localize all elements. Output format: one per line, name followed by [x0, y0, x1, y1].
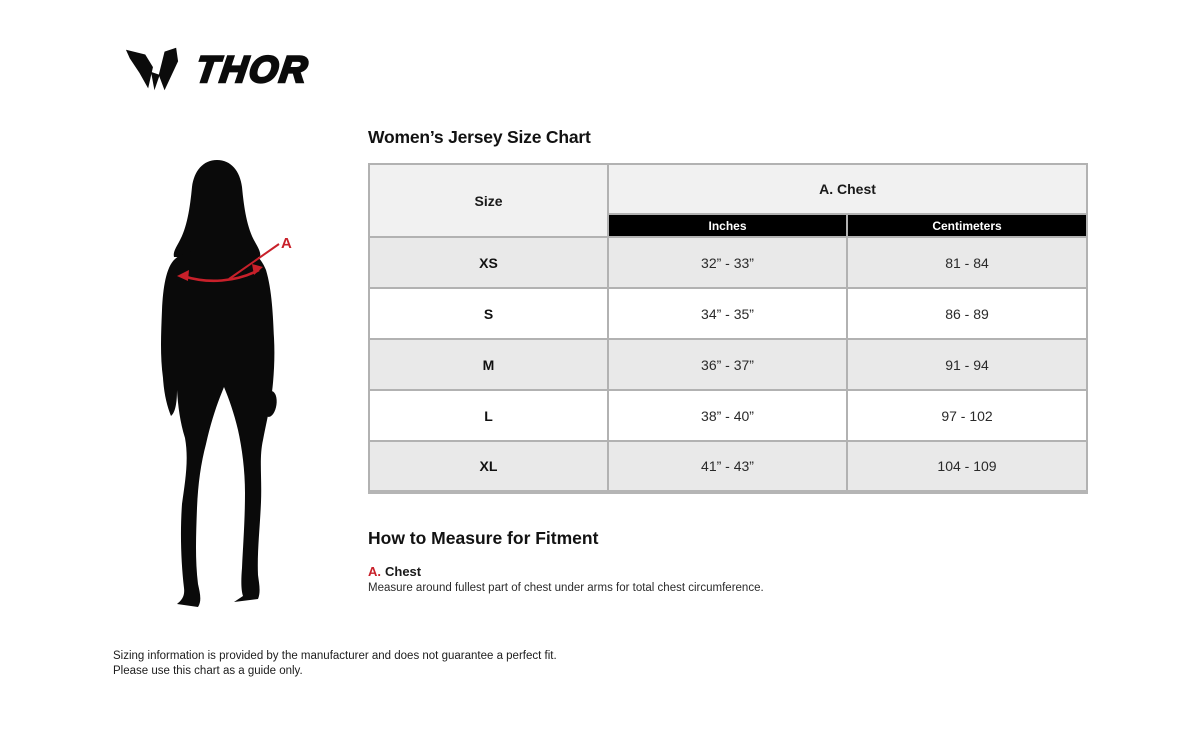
centimeters-cell: 91 - 94: [847, 339, 1087, 390]
inches-cell: 32” - 33”: [608, 237, 847, 288]
centimeters-cell: 81 - 84: [847, 237, 1087, 288]
size-cell: L: [369, 390, 608, 441]
size-cell: XS: [369, 237, 608, 288]
centimeters-cell: 104 - 109: [847, 441, 1087, 492]
table-row-l: [369, 390, 1087, 441]
measure-description: Measure around fullest part of chest under arms for total chest circumference.: [368, 582, 764, 594]
disclaimer-line-1: Sizing information is provided by the manufacturer and does not guarantee a perfect fit.: [113, 650, 557, 662]
size-cell: M: [369, 339, 608, 390]
disclaimer-line-2: Please use this chart as a guide only.: [113, 665, 303, 677]
column-subheader-inches: Inches: [608, 214, 847, 237]
column-header-chest: A. Chest: [608, 164, 1087, 214]
size-cell: S: [369, 288, 608, 339]
centimeters-cell: 86 - 89: [847, 288, 1087, 339]
measure-item-chest: [368, 564, 1086, 594]
column-header-size: Size: [369, 164, 608, 237]
chest-callout-label: A: [281, 235, 292, 252]
page-title: Women’s Jersey Size Chart: [368, 127, 591, 147]
centimeters-cell: 97 - 102: [847, 390, 1087, 441]
measure-name: Chest: [385, 564, 422, 579]
inches-cell: 38” - 40”: [608, 390, 847, 441]
measurement-figure: [130, 150, 350, 630]
sizing-disclaimer: [113, 649, 557, 679]
inches-cell: 34” - 35”: [608, 288, 847, 339]
table-row-xl: [369, 441, 1087, 492]
thor-logo: [124, 44, 312, 96]
size-chart-table: [368, 163, 1088, 494]
how-to-measure-title: How to Measure for Fitment: [368, 528, 599, 548]
size-cell: XL: [369, 441, 608, 492]
table-row-s: [369, 288, 1087, 339]
column-subheader-centimeters: Centimeters: [847, 214, 1087, 237]
inches-cell: 36” - 37”: [608, 339, 847, 390]
table-row-m: [369, 339, 1087, 390]
table-row-xs: [369, 237, 1087, 288]
size-chart-section: [368, 127, 1086, 594]
thor-logo-wordmark: THOR: [193, 49, 312, 90]
woman-silhouette: [130, 150, 350, 630]
measure-key: A.: [368, 564, 381, 579]
thor-logo-icon: [124, 44, 180, 96]
inches-cell: 41” - 43”: [608, 441, 847, 492]
